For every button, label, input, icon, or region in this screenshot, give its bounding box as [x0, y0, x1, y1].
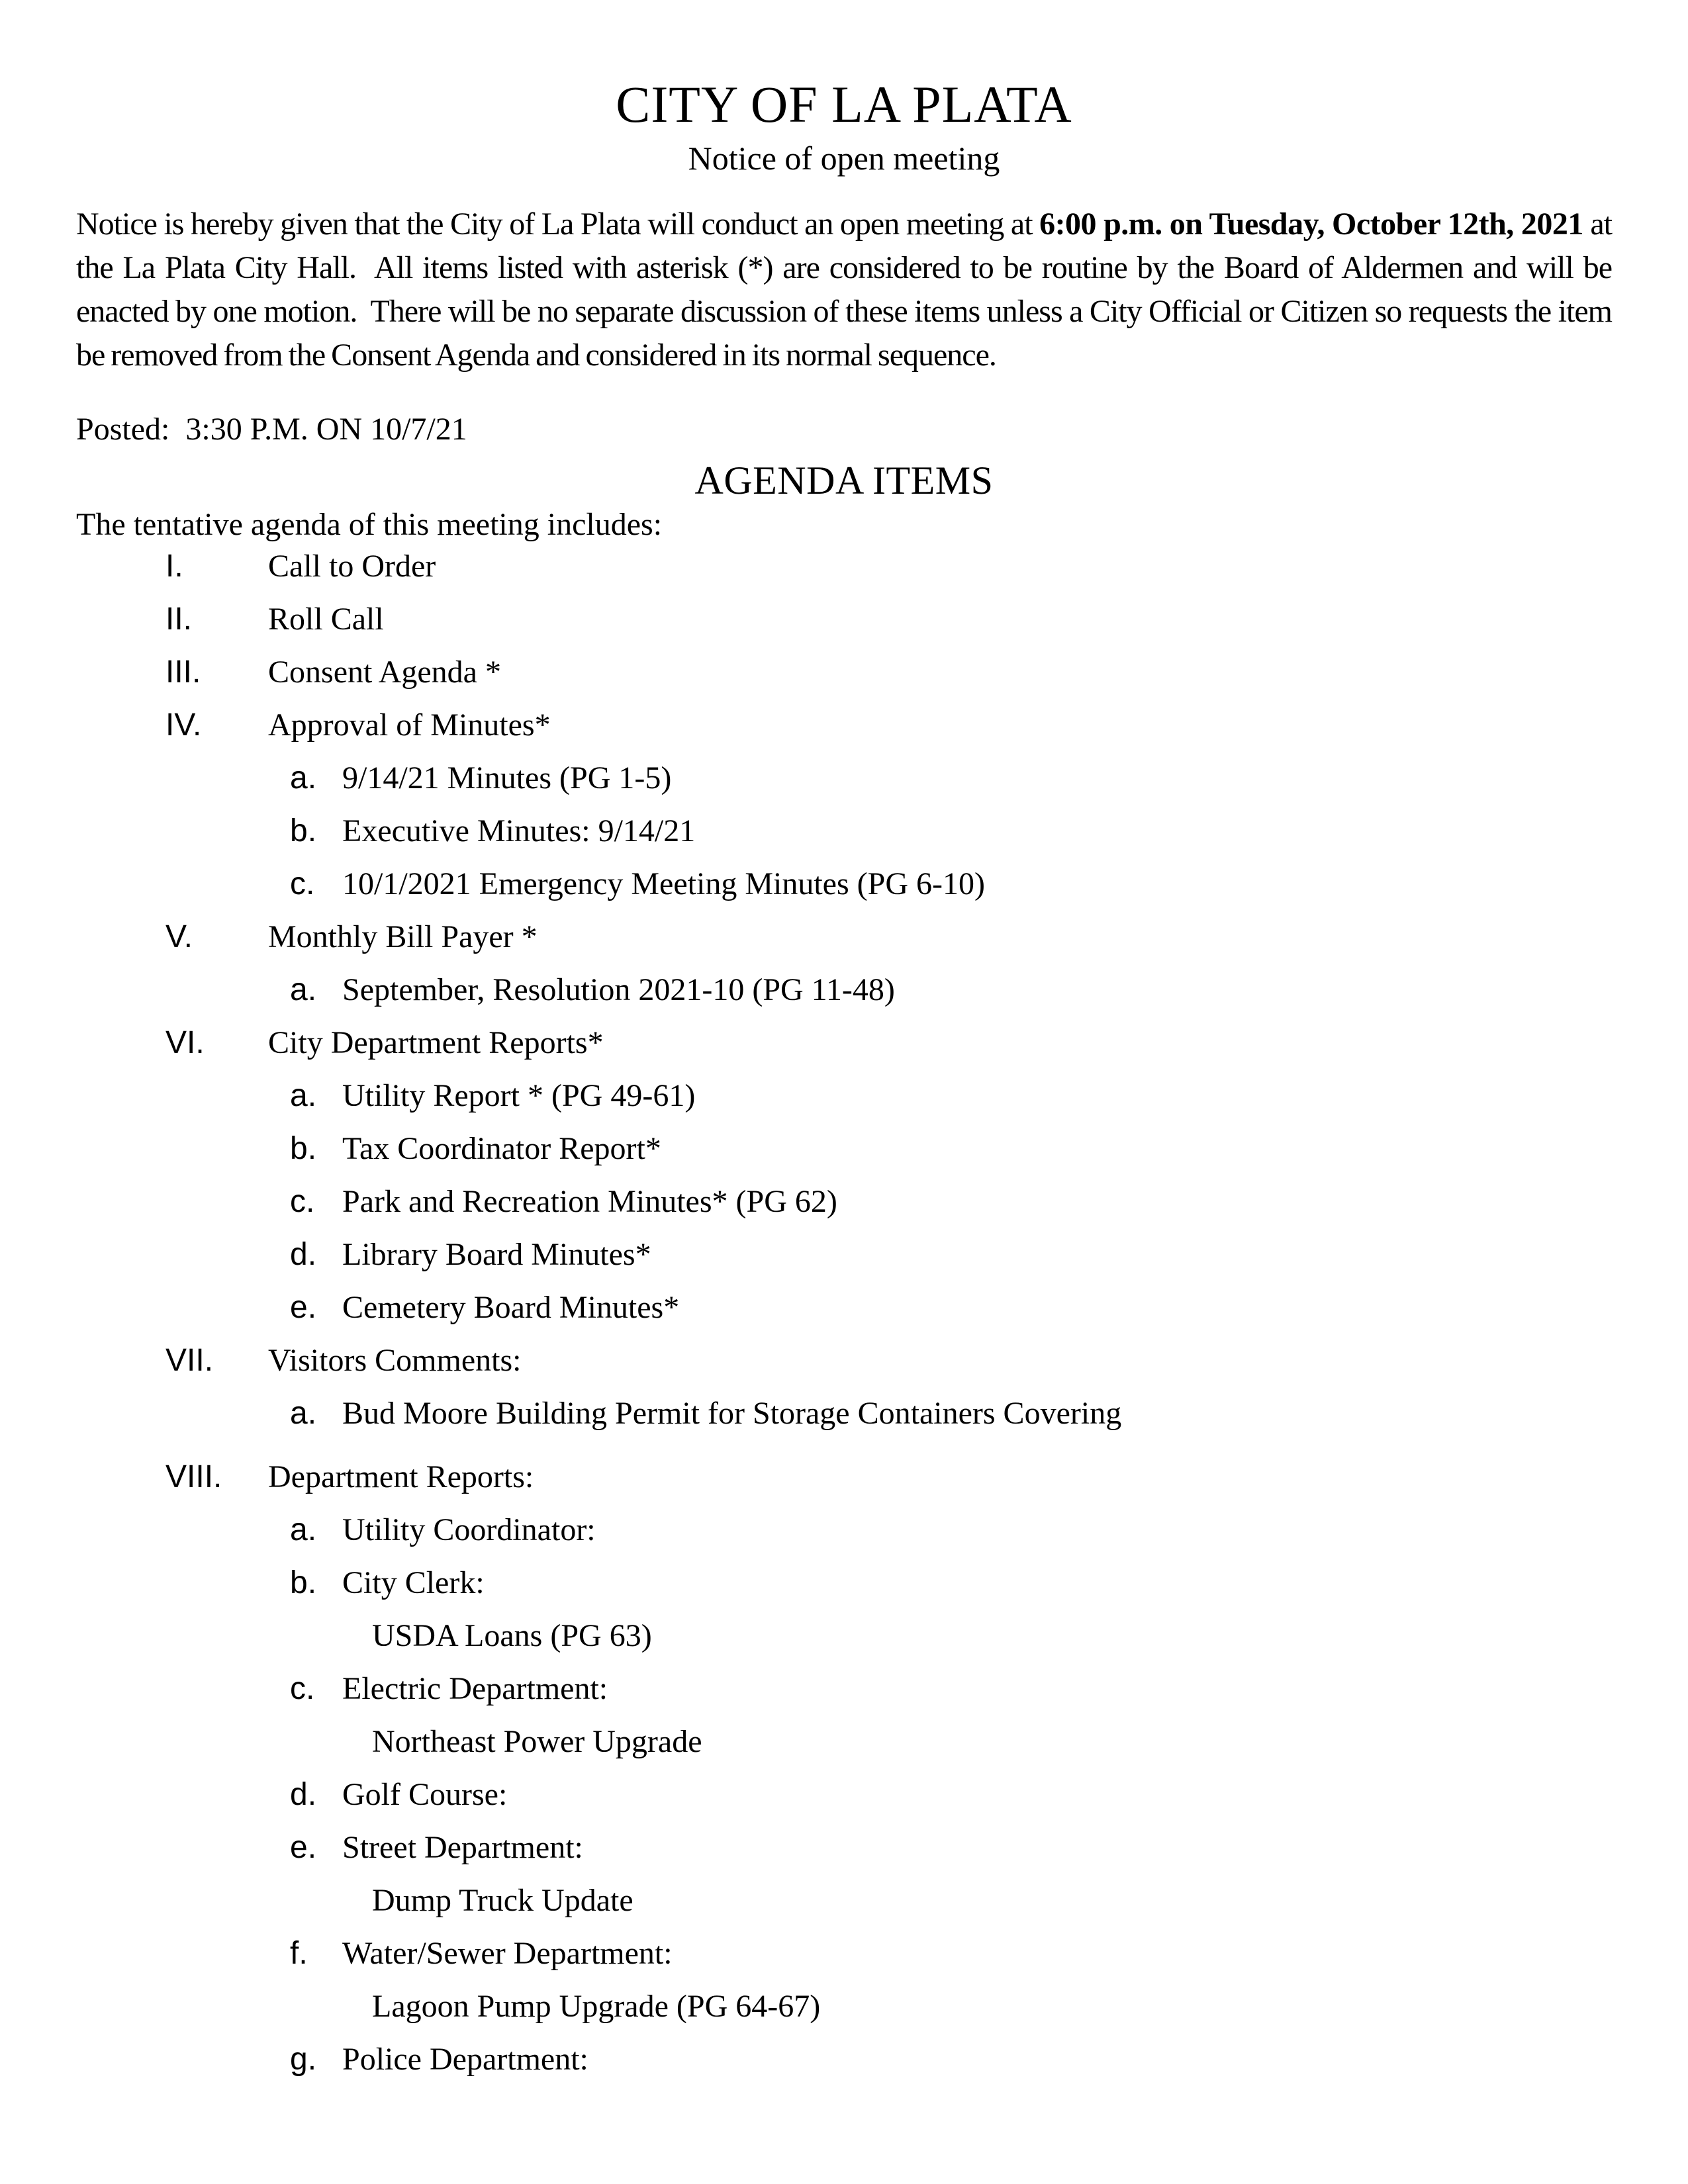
item-text: Park and Recreation Minutes* (PG 62) — [342, 1184, 837, 1219]
agenda-item — [76, 964, 1612, 1017]
item-text: USDA Loans (PG 63) — [372, 1618, 652, 1653]
agenda-item — [76, 858, 1612, 911]
item-text: Library Board Minutes* — [342, 1237, 651, 1272]
item-text: Golf Course: — [342, 1777, 508, 1812]
item-marker: a. — [290, 760, 317, 796]
item-text: City Department Reports* — [268, 1025, 604, 1060]
item-marker: d. — [290, 1777, 317, 1812]
item-text: Police Department: — [342, 2042, 588, 2077]
item-marker: III. — [165, 655, 201, 690]
agenda-item — [76, 1334, 1612, 1387]
page-subtitle: Notice of open meeting — [688, 140, 1000, 177]
notice-text-post: at the La Plata City Hall. All items listed with asterisk (*) are considered to be routine by the Board of Aldermen and will be enacted by one motion. There will be no separate discussion of these items unless a City Official or Citizen so requests the item be removed from the Consent Agenda and considered in its normal sequence. — [76, 206, 1612, 373]
page-title: CITY OF LA PLATA — [616, 75, 1072, 133]
item-text: Roll Call — [268, 602, 384, 637]
item-text: Tax Coordinator Report* — [342, 1131, 661, 1166]
item-text: Department Reports: — [268, 1459, 534, 1494]
agenda-item — [76, 646, 1612, 699]
agenda-list — [76, 540, 1612, 2086]
item-marker: f. — [290, 1936, 308, 1971]
item-marker: c. — [290, 1184, 315, 1219]
agenda-item — [76, 1768, 1612, 1821]
item-marker: a. — [290, 1512, 317, 1547]
item-marker: II. — [165, 602, 193, 637]
item-text: 10/1/2021 Emergency Meeting Minutes (PG 6-10) — [342, 866, 985, 901]
item-text: Bud Moore Building Permit for Storage Containers Covering — [342, 1396, 1122, 1431]
item-text: Dump Truck Update — [372, 1883, 633, 1918]
item-text: Street Department: — [342, 1830, 583, 1865]
item-text: Northeast Power Upgrade — [372, 1724, 702, 1759]
agenda-item — [76, 1715, 1612, 1768]
item-text: Utility Report * (PG 49-61) — [342, 1078, 696, 1113]
agenda-item — [76, 1504, 1612, 1557]
agenda-item — [76, 911, 1612, 964]
item-text: Consent Agenda * — [268, 655, 501, 690]
agenda-item — [76, 1821, 1612, 1874]
agenda-item — [76, 699, 1612, 752]
item-marker: c. — [290, 1671, 315, 1706]
item-marker: d. — [290, 1237, 317, 1272]
agenda-item — [76, 1451, 1612, 1504]
agenda-item — [76, 752, 1612, 805]
item-text: Executive Minutes: 9/14/21 — [342, 813, 696, 848]
agenda-item — [76, 1017, 1612, 1069]
item-text: Water/Sewer Department: — [342, 1936, 673, 1971]
item-text: Call to Order — [268, 549, 436, 584]
item-marker: VI. — [165, 1025, 205, 1060]
agenda-item — [76, 1281, 1612, 1334]
item-marker: g. — [290, 2042, 317, 2077]
agenda-item — [76, 805, 1612, 858]
item-marker: I. — [165, 549, 183, 584]
agenda-item — [76, 1175, 1612, 1228]
agenda-item — [76, 1874, 1612, 1927]
item-text: Cemetery Board Minutes* — [342, 1290, 680, 1325]
agenda-heading: AGENDA ITEMS — [694, 459, 994, 502]
item-marker: b. — [290, 1565, 317, 1600]
agenda-item — [76, 1557, 1612, 1610]
notice-text-pre: Notice is hereby given that the City of La Plata will conduct an open meeting at — [76, 206, 1040, 242]
item-marker: a. — [290, 1396, 317, 1431]
item-text: Electric Department: — [342, 1671, 608, 1706]
agenda-intro: The tentative agenda of this meeting includes: — [76, 507, 663, 542]
item-marker: e. — [290, 1290, 317, 1325]
agenda-item — [76, 540, 1612, 593]
agenda-item — [76, 2033, 1612, 2086]
item-text: City Clerk: — [342, 1565, 485, 1600]
agenda-item — [76, 593, 1612, 646]
item-marker: b. — [290, 813, 317, 848]
agenda-item — [76, 1122, 1612, 1175]
item-marker: b. — [290, 1131, 317, 1166]
item-text: Visitors Comments: — [268, 1343, 522, 1378]
item-marker: VII. — [165, 1343, 214, 1378]
notice-text-bold-datetime: 6:00 p.m. on Tuesday, October 12th, 2021 — [1039, 206, 1583, 242]
agenda-item — [76, 1228, 1612, 1281]
agenda-item — [76, 1662, 1612, 1715]
item-marker: IV. — [165, 707, 202, 743]
item-text: Lagoon Pump Upgrade (PG 64-67) — [372, 1989, 821, 2024]
item-marker: e. — [290, 1830, 317, 1865]
item-text: September, Resolution 2021-10 (PG 11-48) — [342, 972, 895, 1007]
notice-paragraph — [76, 203, 1612, 377]
item-text: Approval of Minutes* — [268, 707, 551, 743]
item-marker: a. — [290, 1078, 317, 1113]
item-marker: VIII. — [165, 1459, 222, 1494]
item-marker: c. — [290, 866, 315, 901]
agenda-item — [76, 1387, 1612, 1440]
item-text: Monthly Bill Payer * — [268, 919, 538, 954]
item-text: Utility Coordinator: — [342, 1512, 596, 1547]
item-marker: a. — [290, 972, 317, 1007]
item-text: 9/14/21 Minutes (PG 1-5) — [342, 760, 672, 796]
agenda-item — [76, 1610, 1612, 1662]
item-marker: V. — [165, 919, 193, 954]
posted-line: Posted: 3:30 P.M. ON 10/7/21 — [76, 412, 467, 447]
agenda-item — [76, 1980, 1612, 2033]
agenda-item — [76, 1927, 1612, 1980]
agenda-item — [76, 1069, 1612, 1122]
